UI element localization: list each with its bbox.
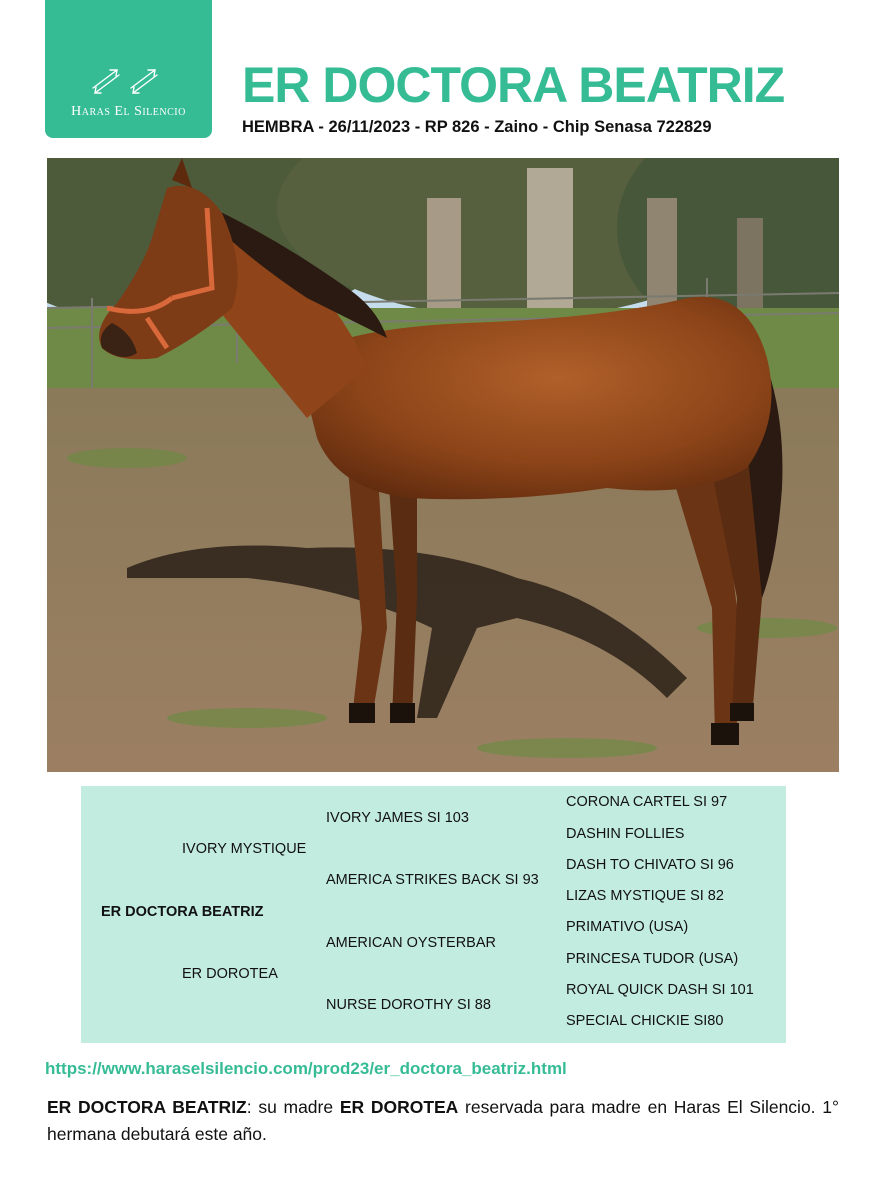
description-text-1: : su madre bbox=[246, 1097, 340, 1117]
pedigree-table bbox=[81, 786, 786, 1043]
arrows-icon bbox=[91, 66, 163, 96]
logo bbox=[45, 0, 212, 138]
pedigree-g3-item: DASHIN FOLLIES bbox=[566, 826, 685, 842]
product-link[interactable]: https://www.haraselsilencio.com/prod23/er_doctora_beatriz.html bbox=[45, 1059, 567, 1078]
pedigree-g3-item: PRIMATIVO (USA) bbox=[566, 919, 689, 935]
pedigree-dam-sire: AMERICAN OYSTERBAR bbox=[326, 935, 496, 951]
horse-photo-illustration bbox=[47, 158, 839, 772]
pedigree-sire-dam: AMERICA STRIKES BACK SI 93 bbox=[326, 872, 539, 888]
horse-name-title: ER DOCTORA BEATRIZ bbox=[242, 57, 785, 113]
logo-text: Haras El Silencio bbox=[71, 104, 186, 119]
pedigree-subject: ER DOCTORA BEATRIZ bbox=[101, 904, 264, 920]
description-dam-name: ER DOROTEA bbox=[339, 1097, 459, 1117]
pedigree-g3-item: SPECIAL CHICKIE SI80 bbox=[566, 1013, 724, 1029]
pedigree-g3-item: DASH TO CHIVATO SI 96 bbox=[566, 857, 734, 873]
pedigree-sire: IVORY MYSTIQUE bbox=[182, 841, 307, 857]
pedigree-g3-item: CORONA CARTEL SI 97 bbox=[566, 794, 728, 810]
horse-info: HEMBRA - 26/11/2023 - RP 826 - Zaino - Chip Senasa 722829 bbox=[242, 118, 712, 136]
pedigree-g3-item: LIZAS MYSTIQUE SI 82 bbox=[566, 888, 724, 904]
description-horse-name: ER DOCTORA BEATRIZ bbox=[47, 1097, 247, 1117]
horse-photo bbox=[47, 158, 839, 772]
pedigree-dam: ER DOROTEA bbox=[182, 966, 278, 982]
description bbox=[47, 1094, 839, 1148]
pedigree-dam-dam: NURSE DOROTHY SI 88 bbox=[326, 997, 491, 1013]
description-text-2: reservada para madre en Haras El Silencio. 1° hermana debutará este año. bbox=[47, 1097, 839, 1144]
pedigree-g3-item: PRINCESA TUDOR (USA) bbox=[566, 951, 739, 967]
pedigree-g3-item: ROYAL QUICK DASH SI 101 bbox=[566, 982, 754, 998]
pedigree-sire-sire: IVORY JAMES SI 103 bbox=[326, 810, 469, 826]
